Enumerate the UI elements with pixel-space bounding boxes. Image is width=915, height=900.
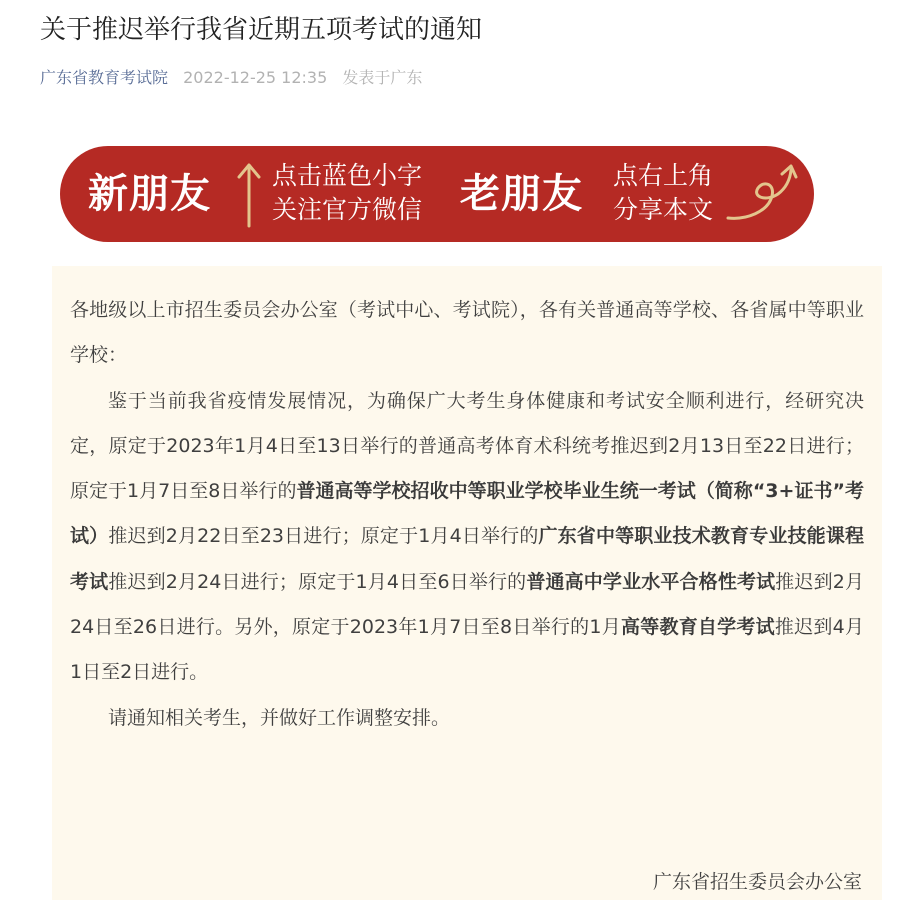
notice-content-box xyxy=(52,266,882,900)
notice-paragraph-2: 请通知相关考生，并做好工作调整安排。 xyxy=(108,706,451,729)
banner-old-line2: 分享本文 xyxy=(613,195,714,224)
exam-name-academic-proficiency: 普通高中学业水平合格性考试 xyxy=(526,570,776,593)
banner-new-line1: 点击蓝色小字 xyxy=(272,161,423,190)
exam-name-vocational-skills: 广东省中等职业技术教育专业技能课程考试 xyxy=(70,525,864,593)
banner-old-friends: 老朋友 xyxy=(460,171,583,217)
exam-name-3-plus-certificate: 普通高等学校招收中等职业学校毕业生统一考试（简称“3+证书”考试） xyxy=(70,480,864,548)
exam-name-self-study: 高等教育自学考试 xyxy=(620,616,775,639)
notice-body xyxy=(70,288,864,741)
publish-time: 2022-12-25 12:35 xyxy=(183,68,328,87)
article-title: 关于推迟举行我省近期五项考试的通知 xyxy=(40,15,483,45)
notice-text: 推迟到2月24日进行；原定于1月4日至6日举行的 xyxy=(108,570,527,593)
arrow-up-icon xyxy=(236,160,262,230)
notice-text: 推迟到2月24日至26日进行。另外，原定于2023年1月7日至8日举行的1月 xyxy=(70,570,864,639)
banner-old-line1: 点右上角 xyxy=(613,161,714,190)
account-name-link[interactable]: 广东省教育考试院 xyxy=(40,68,169,87)
notice-text: 推迟到2月22日至23日进行；原定于1月4日举行的 xyxy=(108,525,539,548)
banner-new-friends: 新朋友 xyxy=(88,171,211,217)
publish-location: 发表于广东 xyxy=(342,68,423,87)
follow-share-banner xyxy=(60,146,814,242)
swoosh-arrow-icon xyxy=(724,160,798,226)
notice-text: 推迟到4月1日至2日进行。 xyxy=(70,616,864,684)
notice-paragraph-1 xyxy=(70,379,864,696)
article-meta xyxy=(40,64,422,92)
notice-salutation: 各地级以上市招生委员会办公室（考试中心、考试院），各有关普通高等学校、各省属中等职业学校： xyxy=(70,299,864,367)
notice-signature: 广东省招生委员会办公室 xyxy=(652,871,862,893)
notice-text: 鉴于当前我省疫情发展情况，为确保广大考生身体健康和考试安全顺利进行，经研究决定，原定于2023年1月4日至13日举行的普通高考体育术科统考推迟到2月13日至22日进行；原定于1月7日至8日举行的 xyxy=(70,389,864,503)
banner-new-line2: 关注官方微信 xyxy=(272,195,423,224)
